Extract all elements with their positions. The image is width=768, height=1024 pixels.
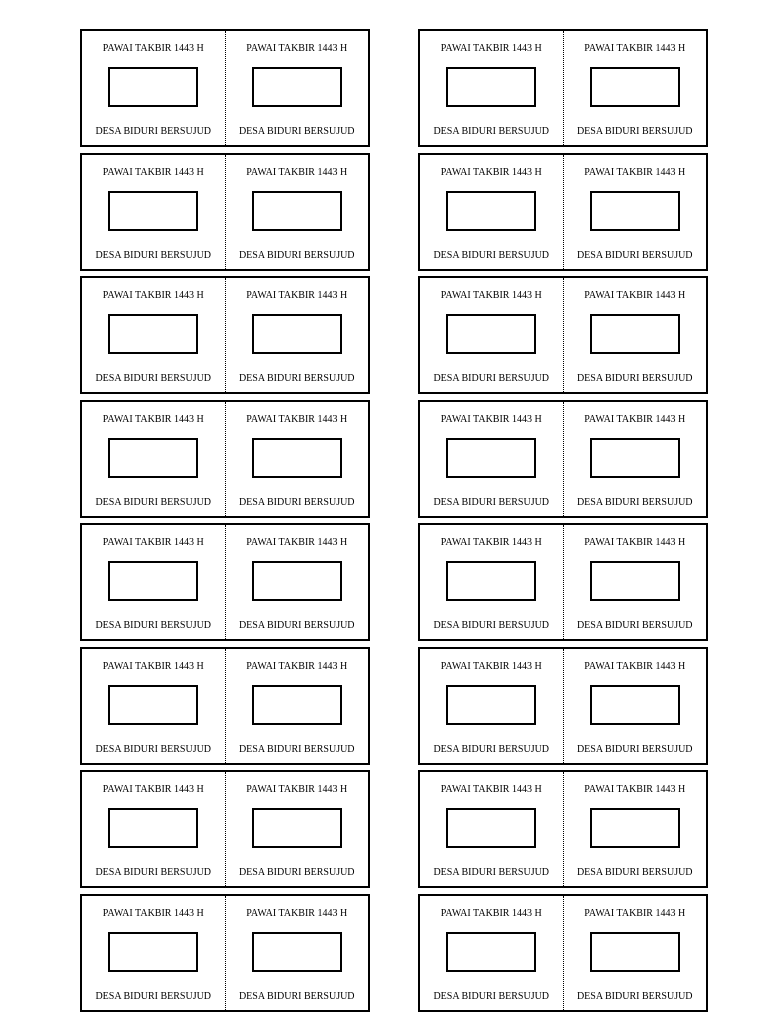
coupon-footer: DESA BIDURI BERSUJUD [238,620,355,631]
coupon-title: PAWAI TAKBIR 1443 H [246,290,348,301]
coupon-half [420,896,564,1010]
blank-number-box [446,191,536,231]
coupon-footer: DESA BIDURI BERSUJUD [95,620,212,631]
coupon-half [82,402,226,516]
coupon-title: PAWAI TAKBIR 1443 H [246,907,348,919]
coupon-title: PAWAI TAKBIR 1443 H [102,537,204,548]
coupon-footer: DESA BIDURI BERSUJUD [433,620,550,631]
coupon-footer: DESA BIDURI BERSUJUD [95,496,212,508]
coupon-card [418,523,708,641]
coupon-title: PAWAI TAKBIR 1443 H [246,43,348,54]
coupon-footer: DESA BIDURI BERSUJUD [95,126,212,137]
coupon-half [82,525,226,639]
coupon-title: PAWAI TAKBIR 1443 H [440,660,542,672]
blank-number-box [252,438,342,478]
coupon-footer: DESA BIDURI BERSUJUD [238,743,355,755]
coupon-half [82,155,226,269]
coupon-footer: DESA BIDURI BERSUJUD [576,126,693,137]
coupon-half [82,896,226,1010]
coupon-half [226,772,369,886]
blank-number-box [108,561,198,601]
coupon-title: PAWAI TAKBIR 1443 H [584,537,686,548]
coupon-half [420,649,564,763]
coupon-half [226,896,369,1010]
coupon-card [418,400,708,518]
coupon-half [420,525,564,639]
blank-number-box [108,932,198,972]
coupon-card [80,276,370,394]
coupon-half [226,31,369,145]
coupon-half [564,525,707,639]
coupon-title: PAWAI TAKBIR 1443 H [440,43,542,54]
coupon-footer: DESA BIDURI BERSUJUD [576,743,693,755]
coupon-title: PAWAI TAKBIR 1443 H [440,166,542,178]
coupon-title: PAWAI TAKBIR 1443 H [102,290,204,301]
coupon-footer: DESA BIDURI BERSUJUD [433,249,550,261]
blank-number-box [590,314,680,354]
coupon-half [420,772,564,886]
blank-number-box [108,67,198,107]
coupon-title: PAWAI TAKBIR 1443 H [584,907,686,919]
coupon-title: PAWAI TAKBIR 1443 H [246,784,348,795]
coupon-half [420,278,564,392]
coupon-footer: DESA BIDURI BERSUJUD [576,249,693,261]
coupon-card [80,29,370,147]
coupon-half [226,278,369,392]
coupon-title: PAWAI TAKBIR 1443 H [584,290,686,301]
coupon-footer: DESA BIDURI BERSUJUD [433,867,550,878]
coupon-title: PAWAI TAKBIR 1443 H [440,907,542,919]
coupon-half [564,649,707,763]
coupon-half [564,402,707,516]
coupon-title: PAWAI TAKBIR 1443 H [102,166,204,178]
coupon-half [226,402,369,516]
coupon-card [80,400,370,518]
blank-number-box [590,932,680,972]
coupon-footer: DESA BIDURI BERSUJUD [576,373,693,384]
blank-number-box [446,67,536,107]
blank-number-box [108,808,198,848]
coupon-column-left [80,29,370,1017]
blank-number-box [446,808,536,848]
coupon-footer: DESA BIDURI BERSUJUD [95,990,212,1002]
coupon-footer: DESA BIDURI BERSUJUD [95,373,212,384]
coupon-card [80,153,370,271]
coupon-footer: DESA BIDURI BERSUJUD [95,743,212,755]
coupon-title: PAWAI TAKBIR 1443 H [102,907,204,919]
coupon-footer: DESA BIDURI BERSUJUD [576,990,693,1002]
blank-number-box [590,438,680,478]
coupon-footer: DESA BIDURI BERSUJUD [433,373,550,384]
blank-number-box [590,808,680,848]
coupon-card [80,894,370,1012]
blank-number-box [446,932,536,972]
coupon-half [226,649,369,763]
coupon-title: PAWAI TAKBIR 1443 H [246,660,348,672]
coupon-half [564,31,707,145]
coupon-card [80,770,370,888]
coupon-title: PAWAI TAKBIR 1443 H [102,43,204,54]
coupon-card [418,647,708,765]
coupon-footer: DESA BIDURI BERSUJUD [95,249,212,261]
coupon-half [82,649,226,763]
blank-number-box [252,685,342,725]
blank-number-box [252,67,342,107]
coupon-footer: DESA BIDURI BERSUJUD [433,743,550,755]
coupon-half [564,155,707,269]
coupon-card [80,647,370,765]
blank-number-box [590,685,680,725]
coupon-footer: DESA BIDURI BERSUJUD [433,496,550,508]
coupon-title: PAWAI TAKBIR 1443 H [440,290,542,301]
coupon-half [82,31,226,145]
coupon-title: PAWAI TAKBIR 1443 H [440,413,542,425]
coupon-title: PAWAI TAKBIR 1443 H [246,166,348,178]
coupon-footer: DESA BIDURI BERSUJUD [433,126,550,137]
coupon-footer: DESA BIDURI BERSUJUD [576,496,693,508]
blank-number-box [252,808,342,848]
blank-number-box [446,438,536,478]
coupon-title: PAWAI TAKBIR 1443 H [440,784,542,795]
coupon-footer: DESA BIDURI BERSUJUD [238,249,355,261]
coupon-title: PAWAI TAKBIR 1443 H [246,537,348,548]
blank-number-box [590,67,680,107]
coupon-footer: DESA BIDURI BERSUJUD [238,990,355,1002]
coupon-title: PAWAI TAKBIR 1443 H [102,413,204,425]
blank-number-box [108,191,198,231]
coupon-half [420,402,564,516]
coupon-card [418,770,708,888]
coupon-half [564,772,707,886]
coupon-half [564,278,707,392]
coupon-half [82,772,226,886]
coupon-title: PAWAI TAKBIR 1443 H [102,784,204,795]
coupon-title: PAWAI TAKBIR 1443 H [246,413,348,425]
blank-number-box [108,314,198,354]
coupon-card [418,29,708,147]
coupon-card [418,276,708,394]
coupon-title: PAWAI TAKBIR 1443 H [584,43,686,54]
coupon-title: PAWAI TAKBIR 1443 H [102,660,204,672]
coupon-footer: DESA BIDURI BERSUJUD [238,126,355,137]
blank-number-box [590,191,680,231]
blank-number-box [108,438,198,478]
coupon-footer: DESA BIDURI BERSUJUD [576,620,693,631]
blank-number-box [252,932,342,972]
coupon-title: PAWAI TAKBIR 1443 H [440,537,542,548]
coupon-half [420,31,564,145]
coupon-card [418,153,708,271]
coupon-title: PAWAI TAKBIR 1443 H [584,784,686,795]
blank-number-box [252,561,342,601]
coupon-card [80,523,370,641]
blank-number-box [446,685,536,725]
coupon-footer: DESA BIDURI BERSUJUD [576,867,693,878]
coupon-title: PAWAI TAKBIR 1443 H [584,413,686,425]
blank-number-box [446,561,536,601]
blank-number-box [590,561,680,601]
coupon-card [418,894,708,1012]
coupon-footer: DESA BIDURI BERSUJUD [238,867,355,878]
coupon-footer: DESA BIDURI BERSUJUD [238,373,355,384]
coupon-title: PAWAI TAKBIR 1443 H [584,660,686,672]
coupon-half [420,155,564,269]
coupon-half [82,278,226,392]
blank-number-box [252,191,342,231]
blank-number-box [446,314,536,354]
coupon-half [226,155,369,269]
coupon-footer: DESA BIDURI BERSUJUD [238,496,355,508]
coupon-column-right [418,29,708,1017]
coupon-footer: DESA BIDURI BERSUJUD [433,990,550,1002]
blank-number-box [252,314,342,354]
coupon-half [564,896,707,1010]
coupon-title: PAWAI TAKBIR 1443 H [584,166,686,178]
coupon-half [226,525,369,639]
blank-number-box [108,685,198,725]
coupon-footer: DESA BIDURI BERSUJUD [95,867,212,878]
